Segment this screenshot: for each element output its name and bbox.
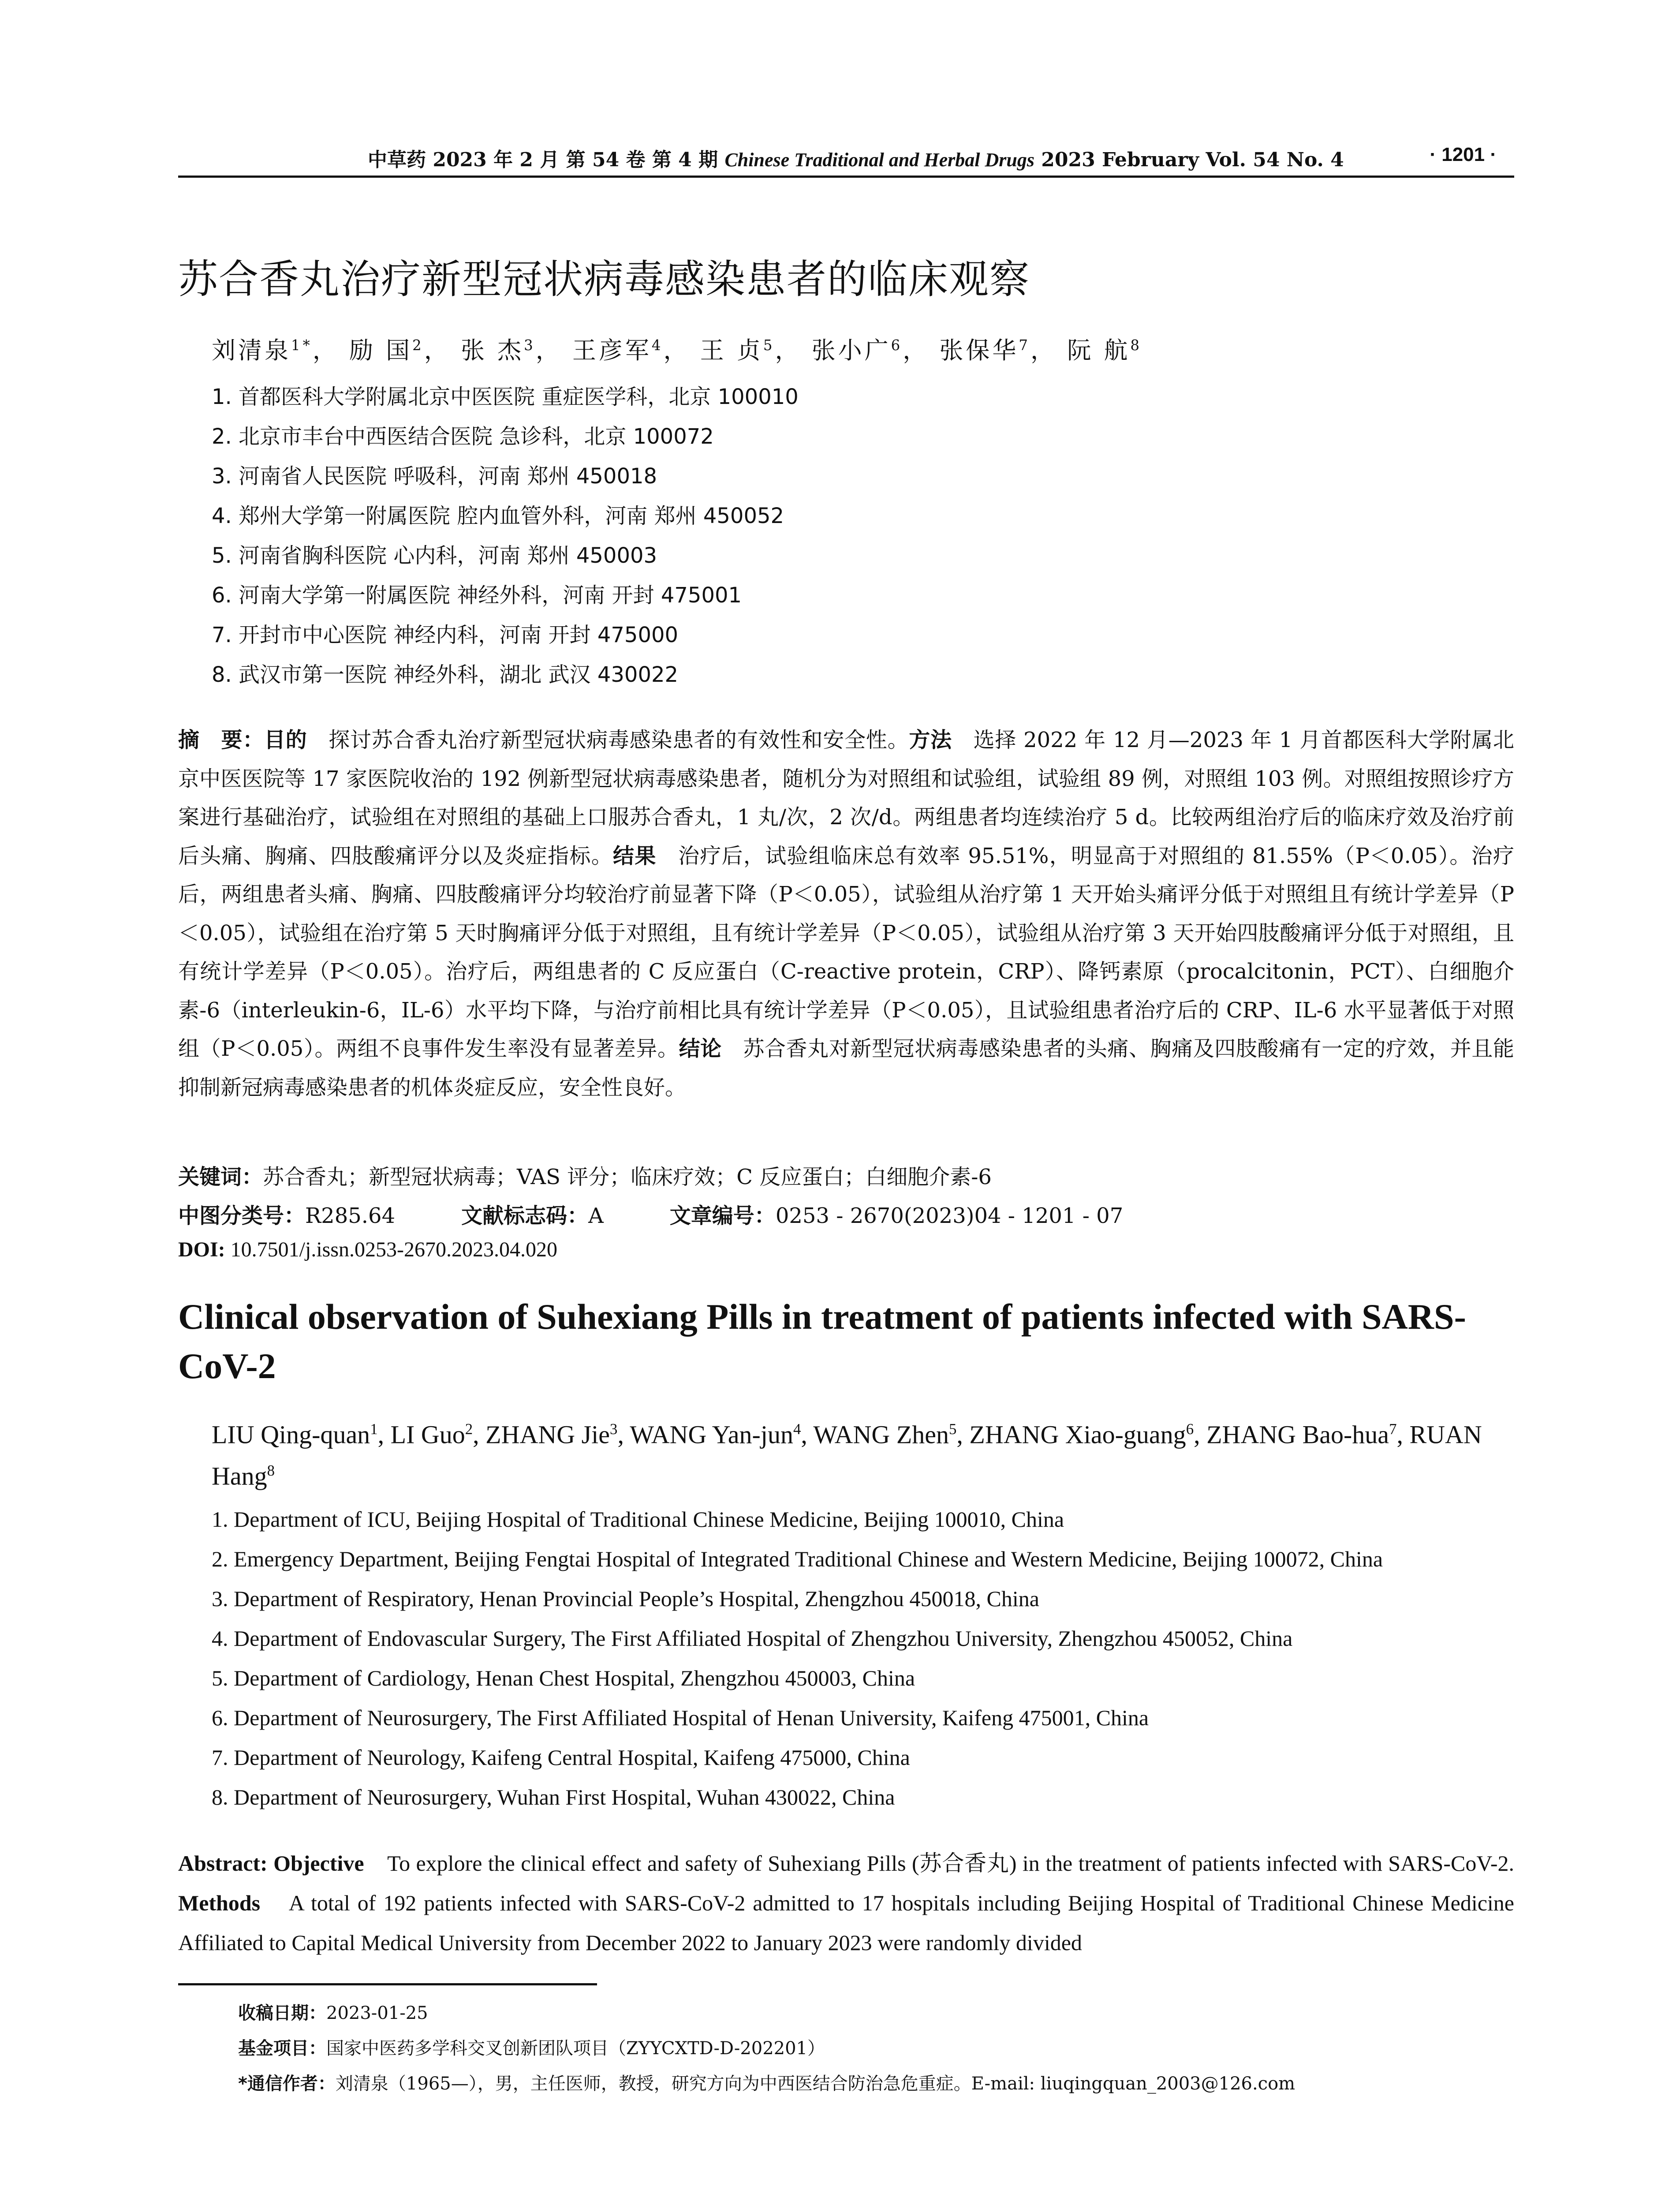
affiliation-cn: 1. 首都医科大学附属北京中医医院 重症医学科，北京 100010 [212, 385, 799, 409]
article-title-en: Clinical observation of Suhexiang Pills in treatment of patients infected with SARS-CoV-2 [178, 1297, 1466, 1386]
author-affil-mark: 6 [891, 337, 903, 354]
author-cn [1067, 336, 1142, 364]
author-cn: 张小广$^6$， [811, 336, 930, 364]
affiliation-cn: 3. 河南省人民医院 呼吸科，河南 郑州 450018 [212, 464, 657, 489]
clc-label: 中图分类号： [178, 1203, 306, 1228]
author-affil-mark: 1 [370, 1420, 378, 1438]
abstract-label: 摘 要： [178, 728, 264, 752]
journal-issue-cn: 2023 年 2 月 第 54 卷 第 4 期 [433, 149, 718, 171]
keywords-text: 苏合香丸；新型冠状病毒；VAS 评分；临床疗效；C 反应蛋白；白细胞介素-6 [263, 1165, 992, 1189]
keywords-line [178, 1160, 992, 1190]
affiliation-en: 3. Department of Respiratory, Henan Provincial People’s Hospital, Zhengzhou 450018, China [212, 1586, 1039, 1611]
footnote-label: 收稿日期： [238, 2003, 326, 2023]
affiliation-en: 5. Department of Cardiology, Henan Chest Hospital, Zhengzhou 450003, China [212, 1666, 915, 1690]
methods-label-en: Methods [178, 1891, 261, 1915]
affiliation-en: 1. Department of ICU, Beijing Hospital of Traditional Chinese Medicine, Beijing 100010, China [212, 1507, 1064, 1532]
methods-label: 方法 [909, 728, 952, 752]
journal-name-en: Chinese Traditional and Herbal Drugs [724, 149, 1034, 171]
affiliation-en: 4. Department of Endovascular Surgery, The First Affiliated Hospital of Zhengzhou University, Zhengzhou 450052, China [212, 1626, 1293, 1651]
methods-text-en: A total of 192 patients infected with SARS-CoV-2 admitted to 17 hospitals including Beijing Hospital of Traditional Chinese Medicine Affiliated to Capital Medical University from December 2022 to January 2023 were randomly divided [178, 1891, 1514, 1955]
author-name-en: ZHANG Jie [485, 1420, 610, 1449]
journal-name-cn: 中草药 [368, 149, 426, 171]
objective-text: 探讨苏合香丸治疗新型冠状病毒感染患者的有效性和安全性。 [329, 728, 909, 752]
affiliation-cn: 2. 北京市丰台中西医结合医院 急诊科，北京 100072 [212, 424, 714, 449]
author-name: 张 杰 [460, 336, 524, 364]
footnote-text: 国家中医药多学科交叉创新团队项目（ZYYCXTD-D-202201） [326, 2038, 825, 2059]
affiliation-cn: 4. 郑州大学第一附属医院 腔内血管外科，河南 郑州 450052 [212, 504, 784, 528]
results-text: 治疗后，试验组临床总有效率 95.51%，明显高于对照组的 81.55%（P＜0.05）。治疗后，两组患者头痛、胸痛、四肢酸痛评分均较治疗前显著下降（P＜0.05），试验组从治疗第 1 天开始头痛评分低于对照组且有统计学差异（P＜0.05），试验组在治疗第 5 天时胸痛评分低于对照组，且有统计学差异（P＜0.05），试验组从治疗第 3 天开始四肢酸痛评分低于对照组，且有统计学差异（P＜0.05）。治疗后，两组患者的 C 反应蛋白（C-reactive protein，CRP）、降钙素原（procalcitonin，PCT）、白细胞介素-6（interleukin-6，IL-6）水平均下降，与治疗前相比具有统计学差异（P＜0.05），且试验组患者治疗后的 CRP、IL-6 水平显著低于对照组（P＜0.05）。两组不良事件发生率没有显著差异。 [178, 843, 1514, 1061]
affiliation-cn: 5. 河南省胸科医院 心内科，河南 郑州 450003 [212, 543, 657, 568]
doi-value: 10.7501/j.issn.0253-2670.2023.04.020 [230, 1238, 558, 1261]
author-name: 张保华 [939, 336, 1019, 364]
author-cn: 王 贞$^5$， [700, 336, 802, 364]
article-no-label: 文章编号： [669, 1203, 776, 1228]
footnote-received [238, 1996, 1295, 2031]
author-name: 阮 航 [1067, 336, 1131, 364]
page-number: · 1201 · [1430, 144, 1497, 165]
journal-citation [368, 144, 1344, 172]
author-affil-mark: 2 [412, 337, 424, 354]
footnotes [238, 1996, 1295, 2101]
results-label: 结果 [613, 843, 657, 868]
author-cn: 张 杰$^3$， [460, 336, 562, 364]
clc-value: R285.64 [305, 1203, 396, 1228]
classification-line [178, 1199, 1123, 1229]
footnote-label: *通信作者： [238, 2074, 336, 2094]
abstract-objective-label: Abstract: Objective [178, 1851, 364, 1876]
author-name-en: ZHANG Xiao-guang [969, 1420, 1186, 1449]
author-name: 张小广 [811, 336, 891, 364]
author-name: 励 国 [349, 336, 413, 364]
keywords-label: 关键词： [178, 1165, 263, 1189]
author-affil-mark: 7 [1389, 1420, 1397, 1438]
affiliation-en: 8. Department of Neurosurgery, Wuhan First Hospital, Wuhan 430022, China [212, 1785, 895, 1809]
author-affil-mark: 7 [1019, 337, 1031, 354]
objective-label: 目的 [264, 728, 307, 752]
doc-code-label: 文献标志码： [461, 1203, 589, 1228]
conclusion-text: 苏合香丸对新型冠状病毒感染患者的头痛、胸痛及四肢酸痛有一定的疗效，并且能抑制新冠病毒感染患者的机体炎症反应，安全性良好。 [178, 1036, 1514, 1100]
author-affil-mark: 4 [793, 1420, 801, 1438]
footnote-funding [238, 2031, 1295, 2066]
article-title-cn: 苏合香丸治疗新型冠状病毒感染患者的临床观察 [178, 256, 1030, 303]
author-affil-mark: 3 [610, 1420, 618, 1438]
affiliation-cn: 8. 武汉市第一医院 神经外科，湖北 武汉 430022 [212, 662, 679, 687]
footnote-label: 基金项目： [238, 2038, 326, 2059]
author-affil-mark: 2 [465, 1420, 473, 1438]
author-affil-mark: 3 [524, 337, 536, 354]
affiliation-list-cn [212, 377, 799, 695]
footnote-correspondence [238, 2066, 1295, 2101]
running-header [178, 140, 1514, 178]
author-affil-mark: 6 [1186, 1420, 1194, 1438]
article-no-value: 0253 - 2670(2023)04 - 1201 - 07 [775, 1203, 1124, 1228]
affiliation-en: 7. Department of Neurology, Kaifeng Central Hospital, Kaifeng 475000, China [212, 1745, 910, 1770]
author-list-cn [212, 332, 1142, 366]
journal-issue-en: 2023 February Vol. 54 No. 4 [1041, 149, 1344, 171]
footnote-divider [178, 1983, 597, 1985]
affiliation-en: 2. Emergency Department, Beijing Fengtai Hospital of Integrated Traditional Chinese and Western Medicine, Beijing 100072, China [212, 1547, 1383, 1571]
author-name-en: ZHANG Bao-hua [1206, 1420, 1389, 1449]
doi-line [178, 1237, 557, 1262]
affiliation-en: 6. Department of Neurosurgery, The First Affiliated Hospital of Henan University, Kaifeng 475001, China [212, 1705, 1149, 1730]
author-list-en: LIU Qing-quan$^1$, LI Guo$^2$, ZHANG Jie$^3$, WANG Yan-jun$^4$, WANG Zhen$^5$, ZHANG Xiao-guang$^6$, ZHANG Bao-hua$^7$, RUAN Hang$^8$ [212, 1420, 1482, 1491]
abstract-en [178, 1843, 1514, 1962]
author-name-en: LI Guo [390, 1420, 465, 1449]
author-name: 刘清泉 [212, 336, 291, 364]
affiliation-cn: 6. 河南大学第一附属医院 神经外科，河南 开封 475001 [212, 583, 742, 608]
author-affil-mark: 5 [949, 1420, 957, 1438]
author-name-en: RUAN Hang [212, 1420, 1482, 1491]
conclusion-label: 结论 [679, 1036, 722, 1061]
methods-text: 选择 2022 年 12 月—2023 年 1 月首都医科大学附属北京中医医院等 17 家医院收治的 192 例新型冠状病毒感染患者，随机分为对照组和试验组，试验组 89 例，对照组 103 例。对照组按照诊疗方案进行基础治疗，试验组在对照组的基础上口服苏合香丸，1 丸/次，2 次/d。两组患者均连续治疗 5 d。比较两组治疗后的临床疗效及治疗前后头痛、胸痛、四肢酸痛评分以及炎症指标。 [178, 728, 1514, 868]
author-name: 王彦军 [572, 336, 652, 364]
footnote-text: 刘清泉（1965—），男，主任医师，教授，研究方向为中西医结合防治急危重症。E-mail: liuqingquan_2003@126.com [335, 2074, 1295, 2094]
author-cn: 王彦军$^4$， [572, 336, 690, 364]
author-cn: 刘清泉$^{1*}$， [212, 336, 339, 364]
author-name-en: WANG Yan-jun [630, 1420, 793, 1449]
author-name-en: WANG Zhen [813, 1420, 949, 1449]
author-affil-mark: 5 [763, 337, 775, 354]
author-cn: 励 国$^2$， [349, 336, 451, 364]
abstract-cn [178, 721, 1514, 1107]
author-affil-mark: 1* [291, 337, 313, 354]
author-affil-mark: 8 [1130, 337, 1142, 354]
doc-code-value: A [588, 1203, 604, 1228]
author-cn: 张保华$^7$， [939, 336, 1057, 364]
objective-text-en: To explore the clinical effect and safety of Suhexiang Pills (苏合香丸) in the treatment of patients infected with SARS-CoV-2. [387, 1851, 1514, 1876]
author-name-en: LIU Qing-quan [212, 1420, 370, 1449]
footnote-text: 2023-01-25 [326, 2003, 428, 2023]
affiliation-cn: 7. 开封市中心医院 神经内科，河南 开封 475000 [212, 623, 679, 647]
affiliation-list-en [212, 1499, 1383, 1817]
author-name: 王 贞 [700, 336, 763, 364]
doi-label: DOI: [178, 1238, 225, 1261]
author-affil-mark: 8 [267, 1462, 275, 1480]
author-affil-mark: 4 [651, 337, 664, 354]
